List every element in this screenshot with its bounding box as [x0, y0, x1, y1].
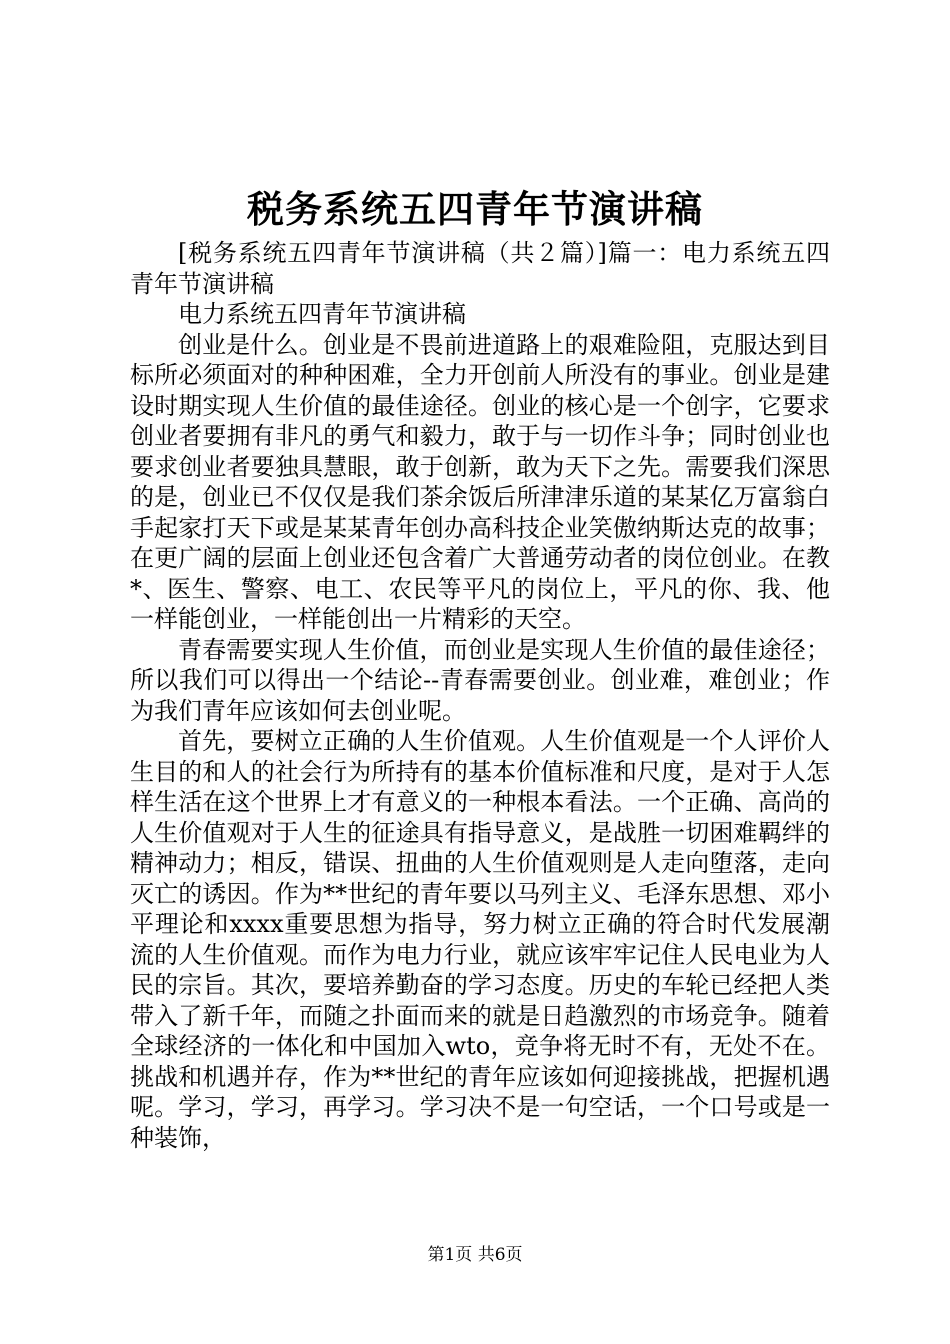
paragraph-what-is-entrepreneurship: 创业是什么。创业是不畏前进道路上的艰难险阻，克服达到目标所必须面对的种种困难，全力开创前人所没有的事业。创业是建设时期实现人生价值的最佳途径。创业的核心是一个创字，它要求创业者要拥有非凡的勇气和毅力，敢于与一切作斗争；同时创业也要求创业者要独具慧眼，敢于创新，敢为天下之先。需要我们深思的是，创业已不仅仅是我们茶余饭后所津津乐道的某某亿万富翁白手起家打天下或是某某青年创办高科技企业笑傲纳斯达克的故事；在更广阔的层面上创业还包含着广大普通劳动者的岗位创业。在教*、医生、警察、电工、农民等平凡的岗位上，平凡的你、我、他一样能创业，一样能创出一片精彩的天空。	[130, 330, 830, 633]
paragraph-subtitle: 电力系统五四青年节演讲稿	[178, 300, 466, 328]
paragraph-intro: [税务系统五四青年节演讲稿（共２篇）]篇一：电力系统五四青年节演讲稿	[130, 239, 830, 298]
paragraph-first-values: 首先，要树立正确的人生价值观。人生价值观是一个人评价人生目的和人的社会行为所持有的基本价值标准和尺度，是对于人怎样生活在这个世界上才有意义的一种根本看法。一个正确、高尚的人生价值观对于人生的征途具有指导意义，是战胜一切困难羁绊的精神动力；相反，错误、扭曲的人生价值观则是人走向堕落，走向灭亡的诱因。作为**世纪的青年要以马列主义、毛泽东思想、邓小平理论和xxxx重要思想为指导，努力树立正确的符合时代发展潮流的人生价值观。而作为电力行业，就应该牢牢记住人民电业为人民的宗旨。其次，要培养勤奋的学习态度。历史的车轮已经把人类带入了新千年，而随之扑面而来的就是日趋激烈的市场竞争。随着全球经济的一体化和中国加入wto，竞争将无时不有，无处不在。挑战和机遇并存，作为**世纪的青年应该如何迎接挑战，把握机遇呢。学习，学习，再学习。学习决不是一句空话，一个口号或是一种装饰，	[130, 727, 830, 1152]
page-number-footer: 第1页 共6页	[427, 1245, 523, 1265]
document-body	[130, 238, 830, 1153]
document-title: 税务系统五四青年节演讲稿	[247, 187, 703, 231]
paragraph-youth-needs-entrepreneurship: 青春需要实现人生价值，而创业是实现人生价值的最佳途径；所以我们可以得出一个结论--青春需要创业。创业难，难创业；作为我们青年应该如何去创业呢。	[130, 635, 830, 725]
